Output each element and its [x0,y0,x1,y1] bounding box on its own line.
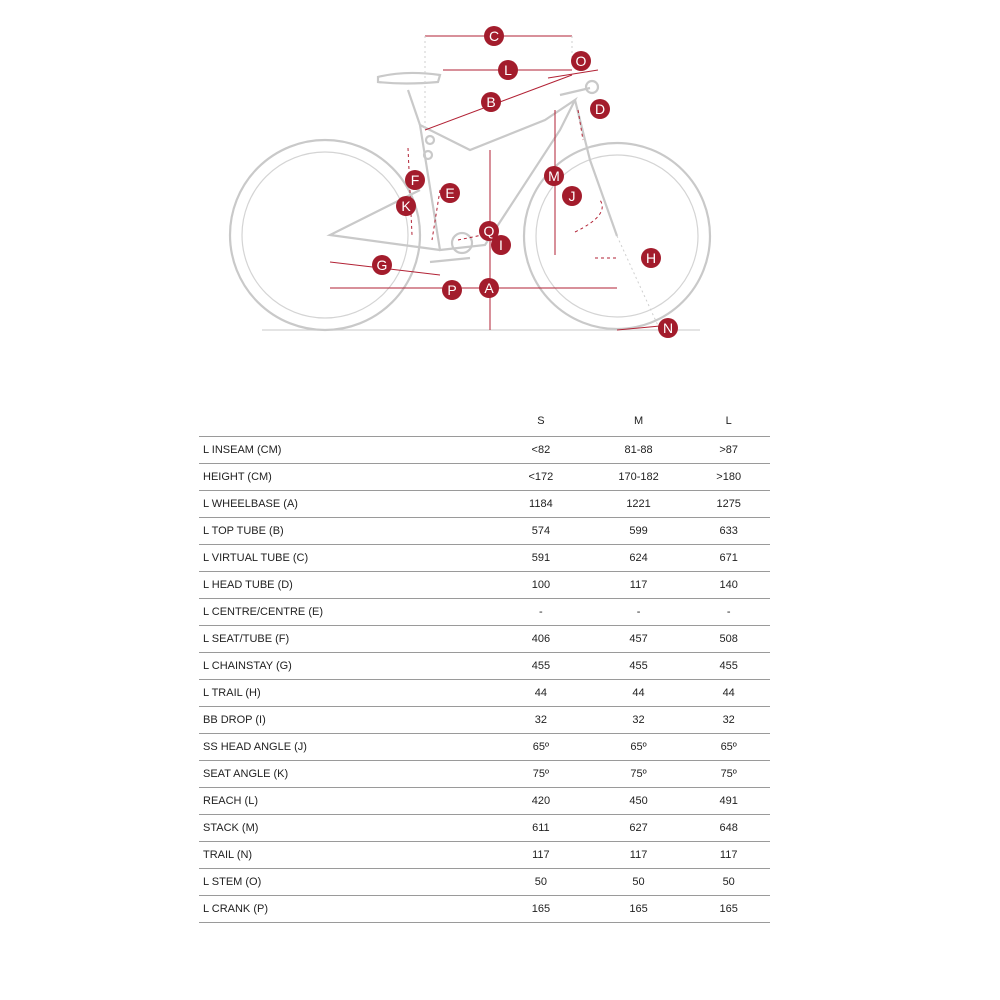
table-row [199,761,770,788]
value-l: 140 [687,572,770,599]
table-row [199,545,770,572]
value-m: 170-182 [590,464,688,491]
marker-e [440,183,460,203]
header-label-spacer [199,406,445,437]
row-spacer [445,842,492,869]
row-label: L INSEAM (CM) [199,437,445,464]
table-row [199,626,770,653]
row-spacer [445,815,492,842]
row-label: L HEAD TUBE (D) [199,572,445,599]
value-s: 574 [492,518,590,545]
value-l: 75º [687,761,770,788]
value-s: 32 [492,707,590,734]
svg-text:E: E [445,185,455,201]
value-m: 627 [590,815,688,842]
row-spacer [445,761,492,788]
row-spacer [445,545,492,572]
svg-text:C: C [488,28,500,44]
value-s: 420 [492,788,590,815]
row-label: L TRAIL (H) [199,680,445,707]
value-m: 50 [590,869,688,896]
value-l: - [687,599,770,626]
table-row [199,437,770,464]
value-l: 44 [687,680,770,707]
svg-text:O: O [575,53,587,69]
table-row [199,653,770,680]
value-s: <172 [492,464,590,491]
table-row [199,896,770,923]
marker-n [658,318,678,338]
marker-m [544,166,564,186]
header-size-m: M [633,415,644,427]
row-spacer [445,626,492,653]
row-spacer [445,707,492,734]
row-spacer [445,572,492,599]
marker-j [562,186,582,206]
value-l: 165 [687,896,770,923]
marker-h [641,248,661,268]
table-row [199,518,770,545]
table-row [199,842,770,869]
value-l: 117 [687,842,770,869]
value-s: 591 [492,545,590,572]
marker-b [481,92,501,112]
value-s: <82 [492,437,590,464]
row-label: BB DROP (I) [199,707,445,734]
row-spacer [445,491,492,518]
marker-c [484,26,504,46]
value-m: - [590,599,688,626]
value-l: 455 [687,653,770,680]
row-spacer [445,788,492,815]
svg-text:N: N [662,320,674,336]
row-label: SS HEAD ANGLE (J) [199,734,445,761]
row-label: TRAIL (N) [199,842,445,869]
table-row [199,464,770,491]
value-m: 44 [590,680,688,707]
svg-text:H: H [645,250,657,266]
row-label: L CHAINSTAY (G) [199,653,445,680]
value-m: 75º [590,761,688,788]
value-m: 32 [590,707,688,734]
value-s: 1184 [492,491,590,518]
row-label: L TOP TUBE (B) [199,518,445,545]
row-spacer [445,869,492,896]
marker-o [571,51,591,71]
value-s: 611 [492,815,590,842]
row-label: L SEAT/TUBE (F) [199,626,445,653]
value-m: 599 [590,518,688,545]
row-label: L VIRTUAL TUBE (C) [199,545,445,572]
svg-text:I: I [499,237,503,253]
row-label: L CRANK (P) [199,896,445,923]
row-spacer [445,464,492,491]
value-m: 1221 [590,491,688,518]
value-s: 406 [492,626,590,653]
row-label: L STEM (O) [199,869,445,896]
table-row [199,734,770,761]
value-l: 1275 [687,491,770,518]
table-row [199,815,770,842]
svg-text:G: G [376,257,388,273]
value-l: 508 [687,626,770,653]
svg-text:F: F [410,172,420,188]
table-row [199,599,770,626]
svg-text:M: M [548,168,560,184]
table-row [199,680,770,707]
marker-g [372,255,392,275]
value-s: 50 [492,869,590,896]
svg-text:L: L [504,62,512,78]
value-l: 50 [687,869,770,896]
row-spacer [445,734,492,761]
row-label: L CENTRE/CENTRE (E) [199,599,445,626]
value-m: 117 [590,572,688,599]
marker-f [405,170,425,190]
row-label: HEIGHT (CM) [199,464,445,491]
svg-text:J: J [568,188,576,204]
value-s: 165 [492,896,590,923]
header-size-l: L [725,415,732,427]
row-spacer [445,680,492,707]
table-row [199,572,770,599]
value-m: 81-88 [590,437,688,464]
row-label: L WHEELBASE (A) [199,491,445,518]
value-s: 75º [492,761,590,788]
row-label: STACK (M) [199,815,445,842]
value-s: 100 [492,572,590,599]
svg-text:A: A [484,280,494,296]
value-m: 165 [590,896,688,923]
header-size-s: S [537,415,545,427]
marker-a [479,278,499,298]
marker-i [491,235,511,255]
row-spacer [445,437,492,464]
marker-d [590,99,610,119]
marker-k [396,196,416,216]
row-spacer [445,599,492,626]
table-row [199,788,770,815]
table-row [199,869,770,896]
value-l: 65º [687,734,770,761]
value-l: >180 [687,464,770,491]
bike-geometry-diagram [0,0,1000,360]
marker-p [442,280,462,300]
value-s: 44 [492,680,590,707]
table-row [199,491,770,518]
row-spacer [445,518,492,545]
value-m: 624 [590,545,688,572]
marker-l [498,60,518,80]
geometry-table [199,406,770,923]
value-s: 455 [492,653,590,680]
value-m: 457 [590,626,688,653]
value-s: 65º [492,734,590,761]
value-l: 648 [687,815,770,842]
svg-text:D: D [594,101,606,117]
value-m: 117 [590,842,688,869]
value-s: - [492,599,590,626]
value-m: 65º [590,734,688,761]
value-m: 450 [590,788,688,815]
value-l: >87 [687,437,770,464]
value-l: 491 [687,788,770,815]
table-header-row [199,406,770,437]
value-m: 455 [590,653,688,680]
geometry-table-body [199,437,770,923]
value-l: 671 [687,545,770,572]
value-l: 32 [687,707,770,734]
value-s: 117 [492,842,590,869]
svg-text:B: B [486,94,496,110]
table-row [199,707,770,734]
row-spacer [445,896,492,923]
svg-text:Q: Q [483,223,495,239]
rear-wheel [230,140,420,330]
svg-text:K: K [401,198,411,214]
svg-text:P: P [447,282,457,298]
value-l: 633 [687,518,770,545]
row-label: REACH (L) [199,788,445,815]
row-spacer [445,653,492,680]
row-label: SEAT ANGLE (K) [199,761,445,788]
